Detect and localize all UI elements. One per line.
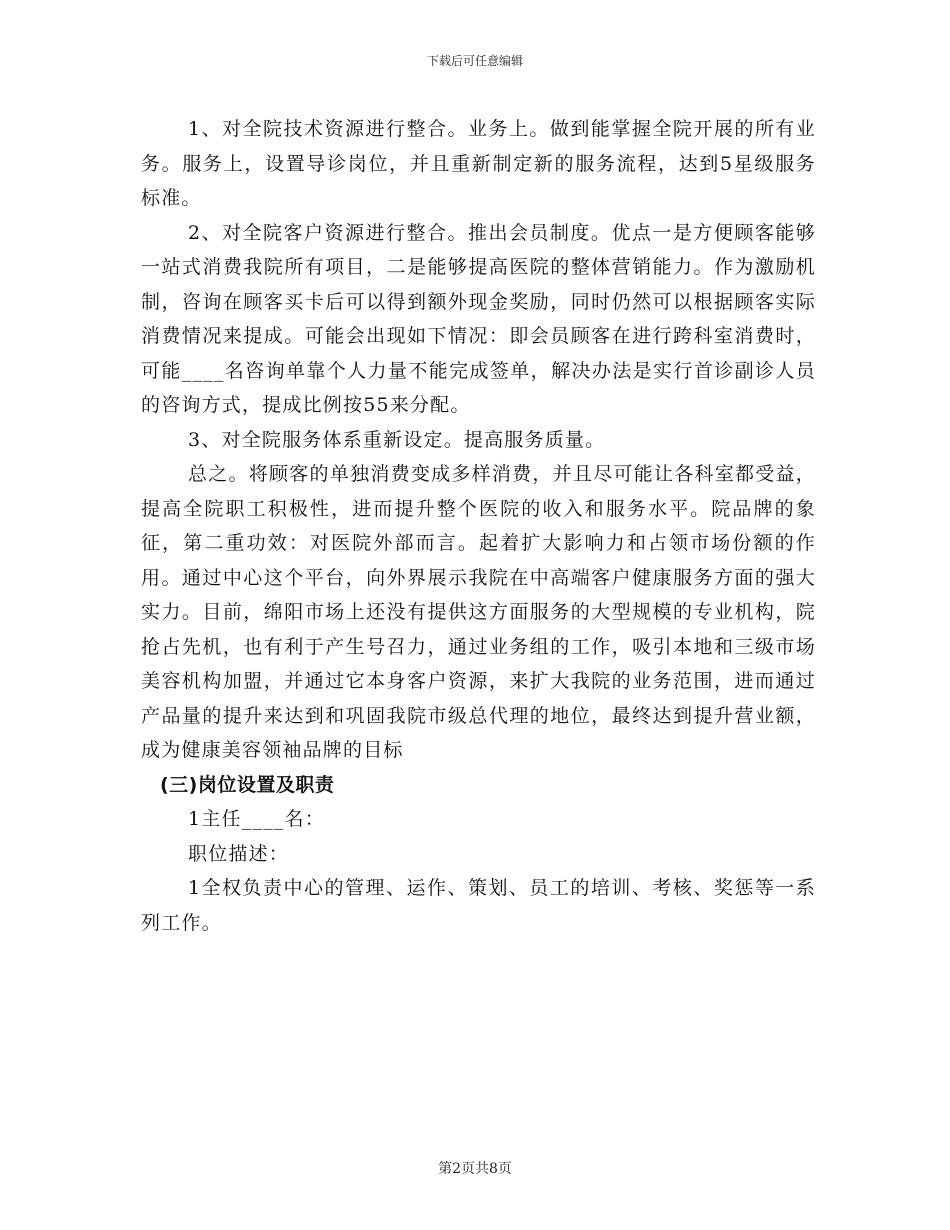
- paragraph-job-description-label: 职位描述：: [188, 842, 290, 865]
- paragraph-service-system: 3、对全院服务体系重新设定。提高服务质量。: [188, 428, 606, 451]
- document-body: [141, 112, 816, 940]
- paragraph-summary: 总之。将顾客的单独消费变成多样消费，并且尽可能让各科室都受益，提高全院职工积极性，进而提升整个医院的收入和服务水平。院品牌的象征，第二重功效：对医院外部而言。起着扩大影响力和占领市场份额的作用。通过中心这个平台，向外界展示我院在中高端客户健康服务方面的强大实力。目前，绵阳市场上还没有提供这方面服务的大型规模的专业机构，院抢占先机，也有利于产生号召力，通过业务组的工作，吸引本地和三级市场美容机构加盟，并通过它本身客户资源，来扩大我院的业务范围，进而通过产品量的提升来达到和巩固我院市级总代理的地位，最终达到提升营业额，成为健康美容领袖品牌的目标: [141, 463, 816, 761]
- page-footer: 第2页共8页: [438, 1161, 512, 1177]
- paragraph-tech-resources: 1、对全院技术资源进行整合。业务上。做到能掌握全院开展的所有业务。服务上，设置导诊岗位，并且重新制定新的服务流程，达到5星级服务标准。: [141, 118, 816, 209]
- page-header: 下载后可任意编辑: [426, 54, 523, 68]
- paragraph-customer-resources: 2、对全院客户资源进行整合。推出会员制度。优点一是方便顾客能够一站式消费我院所有项目，二是能够提高医院的整体营销能力。作为激励机制，咨询在顾客买卡后可以得到额外现金奖励，同时仍然可以根据顾客实际消费情况来提成。可能会出现如下情况：即会员顾客在进行跨科室消费时，可能____名咨询单靠个人力量不能完成签单，解决办法是实行首诊副诊人员的咨询方式，提成比例按55来分配。: [141, 221, 816, 416]
- section-heading-positions: (三)岗位设置及职责: [160, 773, 335, 796]
- paragraph-job-duty-1: 1全权负责中心的管理、运作、策划、员工的培训、考核、奖惩等一系列工作。: [141, 877, 816, 934]
- paragraph-director-count: 1主任____名：: [188, 808, 325, 830]
